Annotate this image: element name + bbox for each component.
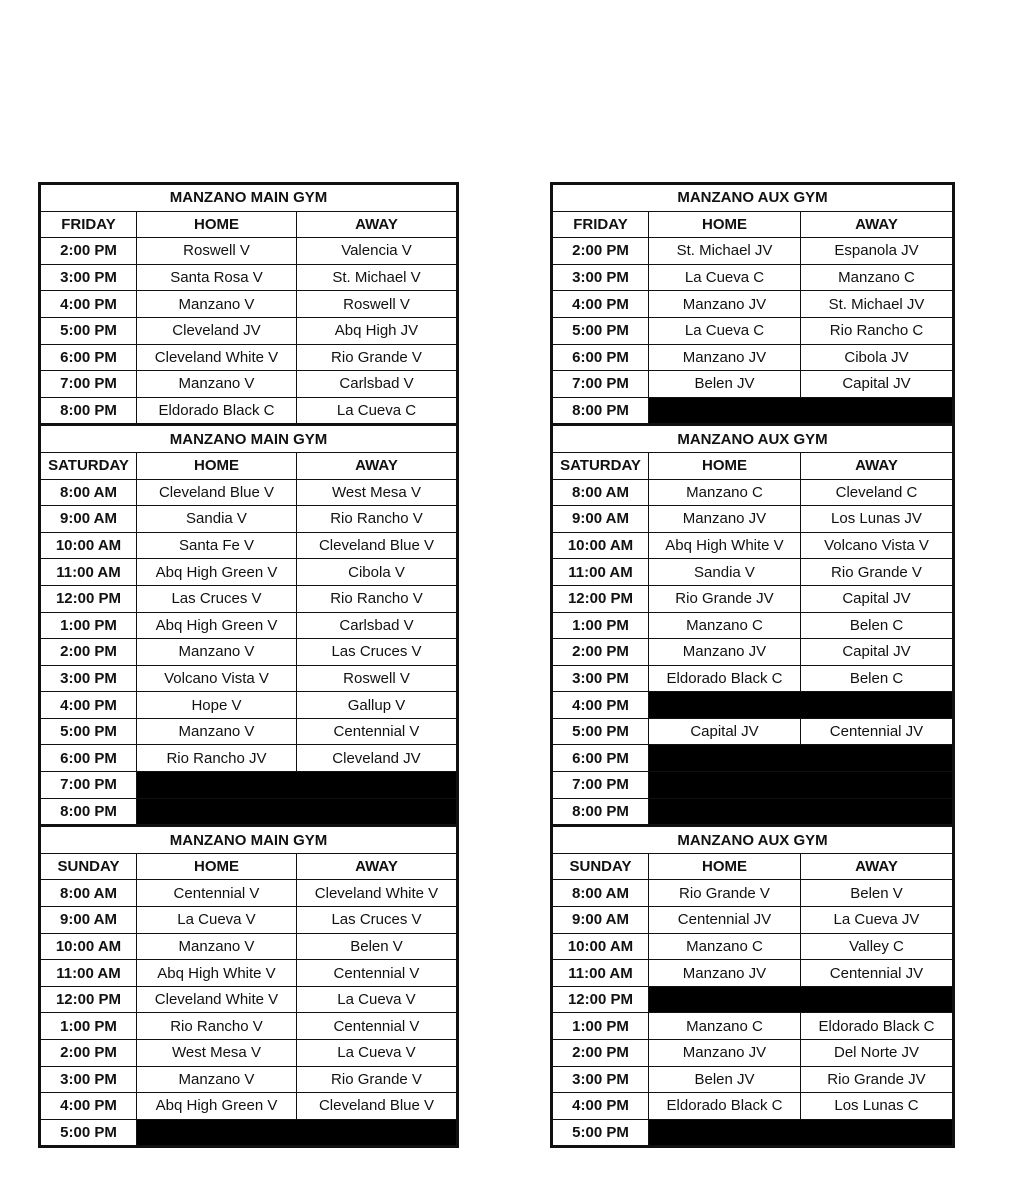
time-cell: 3:00 PM bbox=[40, 665, 137, 692]
time-cell: 3:00 PM bbox=[40, 1066, 137, 1093]
table-row bbox=[40, 479, 458, 506]
table-row bbox=[40, 291, 458, 318]
time-cell: 8:00 PM bbox=[552, 798, 649, 826]
home-team-cell: Manzano JV bbox=[649, 344, 801, 371]
time-cell: 4:00 PM bbox=[552, 1093, 649, 1120]
away-team-cell: Volcano Vista V bbox=[801, 532, 954, 559]
away-team-cell: Cleveland White V bbox=[297, 880, 458, 907]
away-team-cell: Cleveland C bbox=[801, 479, 954, 506]
time-cell: 5:00 PM bbox=[40, 718, 137, 745]
table-row bbox=[40, 612, 458, 639]
home-team-cell: Centennial JV bbox=[649, 907, 801, 934]
table-row bbox=[552, 317, 954, 344]
home-team-cell: Manzano V bbox=[137, 1066, 297, 1093]
away-team-cell: Espanola JV bbox=[801, 238, 954, 265]
home-team-cell: Rio Rancho JV bbox=[137, 745, 297, 772]
blocked-slot bbox=[649, 772, 954, 799]
time-cell: 5:00 PM bbox=[552, 718, 649, 745]
day-header: SUNDAY bbox=[552, 853, 649, 880]
away-team-cell: West Mesa V bbox=[297, 479, 458, 506]
away-team-cell: La Cueva V bbox=[297, 986, 458, 1013]
column-header-row bbox=[552, 452, 954, 479]
away-header: AWAY bbox=[297, 853, 458, 880]
time-cell: 1:00 PM bbox=[552, 1013, 649, 1040]
home-team-cell: Volcano Vista V bbox=[137, 665, 297, 692]
table-row bbox=[40, 344, 458, 371]
away-team-cell: Rio Rancho V bbox=[297, 585, 458, 612]
home-team-cell: Cleveland White V bbox=[137, 986, 297, 1013]
table-row bbox=[40, 532, 458, 559]
home-header: HOME bbox=[137, 211, 297, 238]
away-team-cell: Belen V bbox=[801, 880, 954, 907]
time-cell: 6:00 PM bbox=[40, 344, 137, 371]
time-cell: 7:00 PM bbox=[40, 371, 137, 398]
home-header: HOME bbox=[137, 853, 297, 880]
away-team-cell: Capital JV bbox=[801, 585, 954, 612]
time-cell: 7:00 PM bbox=[552, 772, 649, 799]
away-team-cell: Cibola V bbox=[297, 559, 458, 586]
table-row bbox=[552, 559, 954, 586]
time-cell: 7:00 PM bbox=[552, 371, 649, 398]
away-team-cell: Roswell V bbox=[297, 665, 458, 692]
away-team-cell: Las Cruces V bbox=[297, 907, 458, 934]
time-cell: 3:00 PM bbox=[40, 264, 137, 291]
home-team-cell: Cleveland Blue V bbox=[137, 479, 297, 506]
column-header-row bbox=[40, 853, 458, 880]
home-team-cell: St. Michael JV bbox=[649, 238, 801, 265]
table-row bbox=[552, 692, 954, 719]
home-team-cell: La Cueva V bbox=[137, 907, 297, 934]
time-cell: 8:00 AM bbox=[40, 479, 137, 506]
gym-title: MANZANO AUX GYM bbox=[552, 826, 954, 854]
aux-gym-schedule bbox=[550, 182, 952, 1148]
away-team-cell: Carlsbad V bbox=[297, 612, 458, 639]
home-team-cell: Manzano C bbox=[649, 933, 801, 960]
away-team-cell: Del Norte JV bbox=[801, 1040, 954, 1067]
time-cell: 3:00 PM bbox=[552, 1066, 649, 1093]
time-cell: 9:00 AM bbox=[552, 506, 649, 533]
home-team-cell: Manzano V bbox=[137, 371, 297, 398]
table-row bbox=[40, 264, 458, 291]
table-row bbox=[552, 479, 954, 506]
time-cell: 4:00 PM bbox=[552, 692, 649, 719]
home-team-cell: Manzano V bbox=[137, 933, 297, 960]
home-team-cell: Manzano JV bbox=[649, 960, 801, 987]
table-row bbox=[40, 718, 458, 745]
away-team-cell: Belen C bbox=[801, 665, 954, 692]
time-cell: 4:00 PM bbox=[40, 692, 137, 719]
home-team-cell: Capital JV bbox=[649, 718, 801, 745]
away-team-cell: Valencia V bbox=[297, 238, 458, 265]
home-team-cell: Manzano C bbox=[649, 1013, 801, 1040]
table-row bbox=[40, 745, 458, 772]
column-header-row bbox=[552, 211, 954, 238]
home-team-cell: Centennial V bbox=[137, 880, 297, 907]
time-cell: 3:00 PM bbox=[552, 665, 649, 692]
gym-title: MANZANO AUX GYM bbox=[552, 184, 954, 212]
time-cell: 8:00 PM bbox=[40, 798, 137, 826]
away-header: AWAY bbox=[297, 211, 458, 238]
home-team-cell: Manzano JV bbox=[649, 639, 801, 666]
home-team-cell: Roswell V bbox=[137, 238, 297, 265]
gym-title: MANZANO AUX GYM bbox=[552, 425, 954, 453]
day-header: SATURDAY bbox=[40, 452, 137, 479]
away-team-cell: Los Lunas C bbox=[801, 1093, 954, 1120]
gym-title-row bbox=[40, 184, 458, 212]
time-cell: 1:00 PM bbox=[40, 612, 137, 639]
away-team-cell: Cleveland JV bbox=[297, 745, 458, 772]
table-row bbox=[552, 880, 954, 907]
table-row bbox=[40, 933, 458, 960]
home-team-cell: Rio Grande JV bbox=[649, 585, 801, 612]
home-team-cell: Belen JV bbox=[649, 371, 801, 398]
time-cell: 8:00 AM bbox=[40, 880, 137, 907]
gym-title-row bbox=[552, 184, 954, 212]
time-cell: 8:00 PM bbox=[552, 397, 649, 425]
day-header: SUNDAY bbox=[40, 853, 137, 880]
away-team-cell: Rio Grande V bbox=[297, 1066, 458, 1093]
blocked-slot bbox=[649, 1119, 954, 1147]
table-row bbox=[552, 665, 954, 692]
home-team-cell: Cleveland White V bbox=[137, 344, 297, 371]
gym-title-row bbox=[40, 425, 458, 453]
time-cell: 2:00 PM bbox=[40, 238, 137, 265]
blocked-slot bbox=[649, 986, 954, 1013]
away-team-cell: Centennial V bbox=[297, 1013, 458, 1040]
time-cell: 8:00 PM bbox=[40, 397, 137, 425]
table-row bbox=[40, 986, 458, 1013]
time-cell: 11:00 AM bbox=[552, 960, 649, 987]
away-team-cell: Capital JV bbox=[801, 371, 954, 398]
blocked-slot bbox=[137, 772, 458, 799]
away-team-cell: Rio Grande V bbox=[297, 344, 458, 371]
table-row bbox=[40, 1066, 458, 1093]
table-row bbox=[552, 960, 954, 987]
table-row bbox=[552, 264, 954, 291]
home-team-cell: Sandia V bbox=[649, 559, 801, 586]
table-row bbox=[552, 291, 954, 318]
away-team-cell: Eldorado Black C bbox=[801, 1013, 954, 1040]
table-row bbox=[40, 585, 458, 612]
away-team-cell: St. Michael JV bbox=[801, 291, 954, 318]
home-team-cell: Santa Rosa V bbox=[137, 264, 297, 291]
home-team-cell: Santa Fe V bbox=[137, 532, 297, 559]
day-header: SATURDAY bbox=[552, 452, 649, 479]
gym-title-row bbox=[552, 826, 954, 854]
table-row bbox=[552, 238, 954, 265]
table-row bbox=[552, 907, 954, 934]
day-header: FRIDAY bbox=[40, 211, 137, 238]
time-cell: 1:00 PM bbox=[40, 1013, 137, 1040]
time-cell: 8:00 AM bbox=[552, 880, 649, 907]
table-row bbox=[552, 718, 954, 745]
away-team-cell: Rio Rancho C bbox=[801, 317, 954, 344]
time-cell: 10:00 AM bbox=[552, 532, 649, 559]
blocked-slot bbox=[649, 692, 954, 719]
home-team-cell: Eldorado Black C bbox=[649, 1093, 801, 1120]
blocked-slot bbox=[649, 798, 954, 826]
away-team-cell: La Cueva JV bbox=[801, 907, 954, 934]
table-row bbox=[552, 986, 954, 1013]
table-row bbox=[40, 772, 458, 799]
away-team-cell: Roswell V bbox=[297, 291, 458, 318]
away-team-cell: Gallup V bbox=[297, 692, 458, 719]
away-team-cell: Centennial JV bbox=[801, 718, 954, 745]
time-cell: 1:00 PM bbox=[552, 612, 649, 639]
time-cell: 3:00 PM bbox=[552, 264, 649, 291]
home-team-cell: Manzano V bbox=[137, 291, 297, 318]
time-cell: 11:00 AM bbox=[552, 559, 649, 586]
aux-gym-table bbox=[550, 182, 955, 1148]
away-team-cell: Belen V bbox=[297, 933, 458, 960]
column-header-row bbox=[40, 211, 458, 238]
away-team-cell: La Cueva V bbox=[297, 1040, 458, 1067]
table-row bbox=[552, 397, 954, 425]
day-header: FRIDAY bbox=[552, 211, 649, 238]
blocked-slot bbox=[649, 397, 954, 425]
table-row bbox=[552, 772, 954, 799]
away-header: AWAY bbox=[297, 452, 458, 479]
table-row bbox=[40, 960, 458, 987]
home-team-cell: Manzano C bbox=[649, 479, 801, 506]
time-cell: 12:00 PM bbox=[552, 986, 649, 1013]
time-cell: 5:00 PM bbox=[40, 1119, 137, 1147]
home-team-cell: Manzano JV bbox=[649, 291, 801, 318]
blocked-slot bbox=[137, 798, 458, 826]
gym-title-row bbox=[40, 826, 458, 854]
table-row bbox=[40, 665, 458, 692]
gym-title: MANZANO MAIN GYM bbox=[40, 425, 458, 453]
time-cell: 7:00 PM bbox=[40, 772, 137, 799]
home-header: HOME bbox=[649, 211, 801, 238]
time-cell: 5:00 PM bbox=[552, 1119, 649, 1147]
away-team-cell: Abq High JV bbox=[297, 317, 458, 344]
time-cell: 6:00 PM bbox=[40, 745, 137, 772]
time-cell: 2:00 PM bbox=[552, 238, 649, 265]
time-cell: 11:00 AM bbox=[40, 960, 137, 987]
time-cell: 2:00 PM bbox=[552, 1040, 649, 1067]
table-row bbox=[552, 506, 954, 533]
table-row bbox=[552, 1040, 954, 1067]
table-row bbox=[40, 907, 458, 934]
time-cell: 10:00 AM bbox=[40, 933, 137, 960]
away-team-cell: Centennial JV bbox=[801, 960, 954, 987]
table-row bbox=[40, 692, 458, 719]
home-team-cell: Sandia V bbox=[137, 506, 297, 533]
away-team-cell: Cleveland Blue V bbox=[297, 1093, 458, 1120]
home-team-cell: Abq High White V bbox=[137, 960, 297, 987]
time-cell: 4:00 PM bbox=[40, 1093, 137, 1120]
table-row bbox=[40, 238, 458, 265]
home-team-cell: Belen JV bbox=[649, 1066, 801, 1093]
away-team-cell: Rio Grande V bbox=[801, 559, 954, 586]
time-cell: 12:00 PM bbox=[552, 585, 649, 612]
home-team-cell: La Cueva C bbox=[649, 317, 801, 344]
away-team-cell: Rio Rancho V bbox=[297, 506, 458, 533]
main-gym-table bbox=[38, 182, 459, 1148]
away-team-cell: Centennial V bbox=[297, 718, 458, 745]
time-cell: 8:00 AM bbox=[552, 479, 649, 506]
home-team-cell: Abq High White V bbox=[649, 532, 801, 559]
home-team-cell: Manzano V bbox=[137, 639, 297, 666]
table-row bbox=[40, 1119, 458, 1147]
home-team-cell: West Mesa V bbox=[137, 1040, 297, 1067]
time-cell: 5:00 PM bbox=[552, 317, 649, 344]
table-row bbox=[40, 559, 458, 586]
time-cell: 12:00 PM bbox=[40, 986, 137, 1013]
table-row bbox=[552, 1066, 954, 1093]
time-cell: 2:00 PM bbox=[552, 639, 649, 666]
away-team-cell: Capital JV bbox=[801, 639, 954, 666]
table-row bbox=[40, 1093, 458, 1120]
home-team-cell: Rio Rancho V bbox=[137, 1013, 297, 1040]
away-team-cell: Cibola JV bbox=[801, 344, 954, 371]
away-team-cell: La Cueva C bbox=[297, 397, 458, 425]
away-team-cell: St. Michael V bbox=[297, 264, 458, 291]
time-cell: 2:00 PM bbox=[40, 639, 137, 666]
time-cell: 9:00 AM bbox=[40, 506, 137, 533]
home-team-cell: Manzano C bbox=[649, 612, 801, 639]
time-cell: 4:00 PM bbox=[40, 291, 137, 318]
home-header: HOME bbox=[649, 452, 801, 479]
away-header: AWAY bbox=[801, 452, 954, 479]
time-cell: 2:00 PM bbox=[40, 1040, 137, 1067]
home-header: HOME bbox=[137, 452, 297, 479]
away-header: AWAY bbox=[801, 211, 954, 238]
table-row bbox=[552, 798, 954, 826]
home-team-cell: Manzano JV bbox=[649, 1040, 801, 1067]
home-header: HOME bbox=[649, 853, 801, 880]
away-team-cell: Valley C bbox=[801, 933, 954, 960]
time-cell: 9:00 AM bbox=[552, 907, 649, 934]
table-row bbox=[40, 639, 458, 666]
blocked-slot bbox=[137, 1119, 458, 1147]
table-row bbox=[552, 371, 954, 398]
away-team-cell: Los Lunas JV bbox=[801, 506, 954, 533]
table-row bbox=[40, 880, 458, 907]
gym-title: MANZANO MAIN GYM bbox=[40, 184, 458, 212]
table-row bbox=[552, 344, 954, 371]
gym-title-row bbox=[552, 425, 954, 453]
table-row bbox=[552, 1093, 954, 1120]
home-team-cell: Cleveland JV bbox=[137, 317, 297, 344]
home-team-cell: Manzano V bbox=[137, 718, 297, 745]
blocked-slot bbox=[649, 745, 954, 772]
table-row bbox=[40, 1013, 458, 1040]
table-row bbox=[40, 371, 458, 398]
table-row bbox=[40, 506, 458, 533]
home-team-cell: Abq High Green V bbox=[137, 1093, 297, 1120]
main-gym-schedule bbox=[38, 182, 456, 1148]
time-cell: 4:00 PM bbox=[552, 291, 649, 318]
time-cell: 10:00 AM bbox=[552, 933, 649, 960]
home-team-cell: Abq High Green V bbox=[137, 559, 297, 586]
table-row bbox=[40, 317, 458, 344]
table-row bbox=[552, 1119, 954, 1147]
table-row bbox=[40, 798, 458, 826]
away-team-cell: Las Cruces V bbox=[297, 639, 458, 666]
table-row bbox=[552, 532, 954, 559]
away-team-cell: Cleveland Blue V bbox=[297, 532, 458, 559]
table-row bbox=[552, 1013, 954, 1040]
away-team-cell: Manzano C bbox=[801, 264, 954, 291]
home-team-cell: Abq High Green V bbox=[137, 612, 297, 639]
away-team-cell: Belen C bbox=[801, 612, 954, 639]
home-team-cell: Eldorado Black C bbox=[137, 397, 297, 425]
table-row bbox=[552, 639, 954, 666]
table-row bbox=[552, 933, 954, 960]
gym-title: MANZANO MAIN GYM bbox=[40, 826, 458, 854]
table-row bbox=[40, 1040, 458, 1067]
table-row bbox=[552, 585, 954, 612]
time-cell: 9:00 AM bbox=[40, 907, 137, 934]
home-team-cell: La Cueva C bbox=[649, 264, 801, 291]
time-cell: 11:00 AM bbox=[40, 559, 137, 586]
home-team-cell: Manzano JV bbox=[649, 506, 801, 533]
away-header: AWAY bbox=[801, 853, 954, 880]
away-team-cell: Carlsbad V bbox=[297, 371, 458, 398]
table-row bbox=[552, 745, 954, 772]
table-row bbox=[552, 612, 954, 639]
column-header-row bbox=[40, 452, 458, 479]
time-cell: 10:00 AM bbox=[40, 532, 137, 559]
table-row bbox=[40, 397, 458, 425]
time-cell: 12:00 PM bbox=[40, 585, 137, 612]
home-team-cell: Rio Grande V bbox=[649, 880, 801, 907]
column-header-row bbox=[552, 853, 954, 880]
home-team-cell: Hope V bbox=[137, 692, 297, 719]
away-team-cell: Centennial V bbox=[297, 960, 458, 987]
home-team-cell: Las Cruces V bbox=[137, 585, 297, 612]
home-team-cell: Eldorado Black C bbox=[649, 665, 801, 692]
time-cell: 6:00 PM bbox=[552, 745, 649, 772]
away-team-cell: Rio Grande JV bbox=[801, 1066, 954, 1093]
time-cell: 5:00 PM bbox=[40, 317, 137, 344]
time-cell: 6:00 PM bbox=[552, 344, 649, 371]
